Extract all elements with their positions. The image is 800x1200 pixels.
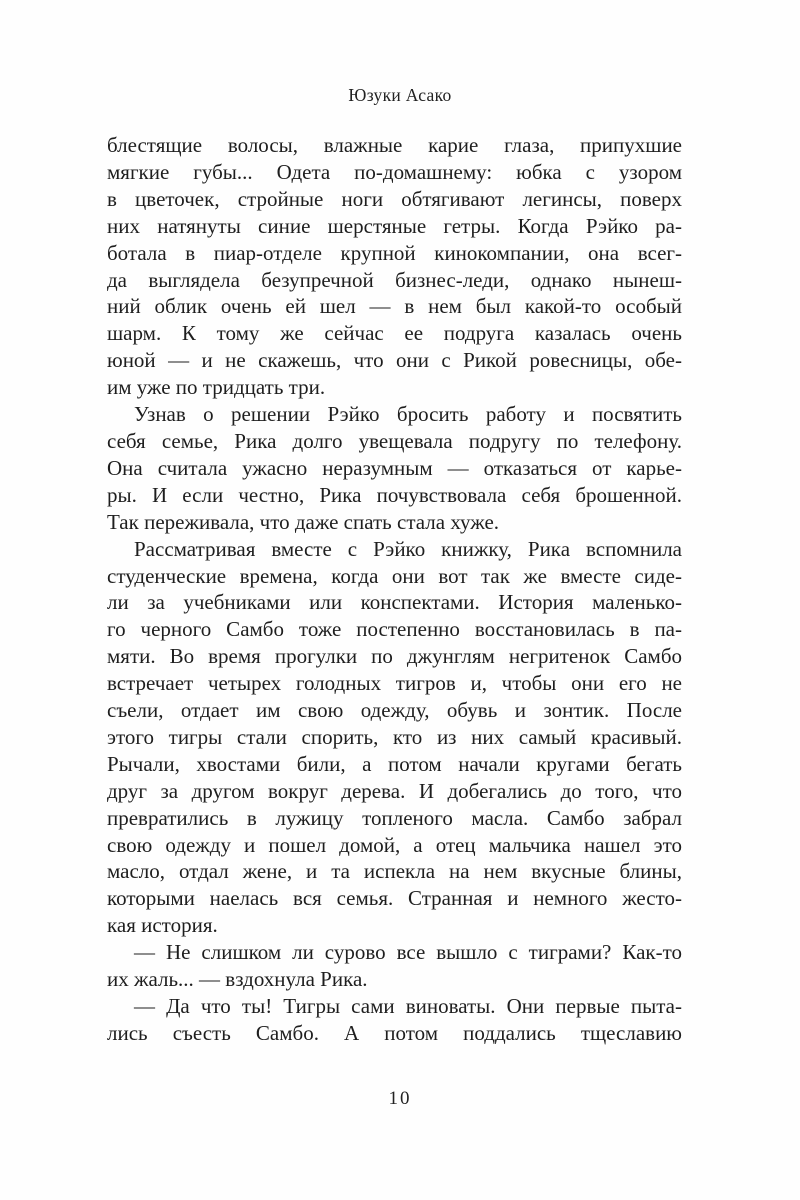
text-block	[107, 132, 682, 1047]
running-header: Юзуки Асако	[348, 85, 452, 105]
text-line: их жаль... — вздохнула Рика.	[107, 967, 368, 992]
text-line: себя семье, Рика долго увещевала подругу по телефону.	[107, 428, 682, 453]
text-line: в цветочек, стройные ноги обтягивают легинсы, поверх	[107, 186, 682, 211]
text-line: съели, отдает им свою одежду, обувь и зонтик. После	[107, 698, 682, 723]
text-line: которыми наелась вся семья. Странная и немного жесто-	[107, 886, 682, 911]
text-line: ний облик очень ей шел — в нем был какой-то особый	[107, 294, 682, 319]
text-line: студенческие времена, когда они вот так же вместе сиде-	[107, 563, 682, 588]
text-line: лись съесть Самбо. А потом поддались тщеславию	[107, 1020, 682, 1045]
text-line: ли за учебниками или конспектами. История маленько-	[107, 590, 682, 615]
text-line: этого тигры стали спорить, кто из них самый красивый.	[107, 724, 682, 749]
text-line: го черного Самбо тоже постепенно восстановилась в па-	[107, 617, 682, 642]
text-line: шарм. К тому же сейчас ее подруга казалась очень	[107, 321, 682, 346]
text-line: Так переживала, что даже спать стала хуже.	[107, 509, 500, 534]
page-number: 10	[388, 1088, 412, 1109]
text-line: встречает четырех голодных тигров и, чтобы они его не	[107, 671, 682, 696]
text-line: мягкие губы... Одета по-домашнему: юбка с узором	[107, 159, 682, 184]
text-line: блестящие волосы, влажные карие глаза, припухшие	[107, 133, 682, 157]
text-line: ры. И если честно, Рика почувствовала себя брошенной.	[107, 482, 682, 507]
text-line: друг за другом вокруг дерева. И добегались до того, что	[107, 778, 682, 803]
text-line: превратились в лужицу топленого масла. Самбо забрал	[107, 805, 682, 830]
text-line: юной — и не скажешь, что они с Рикой ровесницы, обе-	[107, 348, 682, 373]
text-line: Рассматривая вместе с Рэйко книжку, Рика вспомнила	[134, 536, 682, 561]
text-line: мяти. Во время прогулки по джунглям негритенок Самбо	[107, 644, 682, 669]
text-line: Узнав о решении Рэйко бросить работу и посвятить	[134, 402, 682, 427]
text-line: да выглядела безупречной бизнес-леди, однако нынеш-	[107, 267, 682, 292]
text-line: Она считала ужасно неразумным — отказаться от карье-	[107, 455, 682, 480]
text-line: — Да что ты! Тигры сами виноваты. Они первые пыта-	[134, 994, 682, 1018]
text-line: них натянуты синие шерстяные гетры. Когда Рэйко ра-	[107, 213, 682, 238]
text-line: — Не слишком ли сурово все вышло с тиграми? Как-то	[134, 940, 682, 965]
text-line: свою одежду и пошел домой, а отец мальчика нашел это	[107, 832, 682, 857]
text-line: им уже по тридцать три.	[107, 375, 326, 400]
text-line: кая история.	[107, 913, 218, 938]
text-line: масло, отдал жене, и та испекла на нем вкусные блины,	[107, 859, 682, 884]
text-line: ботала в пиар-отделе крупной кинокомпании, она всег-	[107, 240, 682, 265]
text-line: Рычали, хвостами били, а потом начали кругами бегать	[107, 751, 682, 776]
